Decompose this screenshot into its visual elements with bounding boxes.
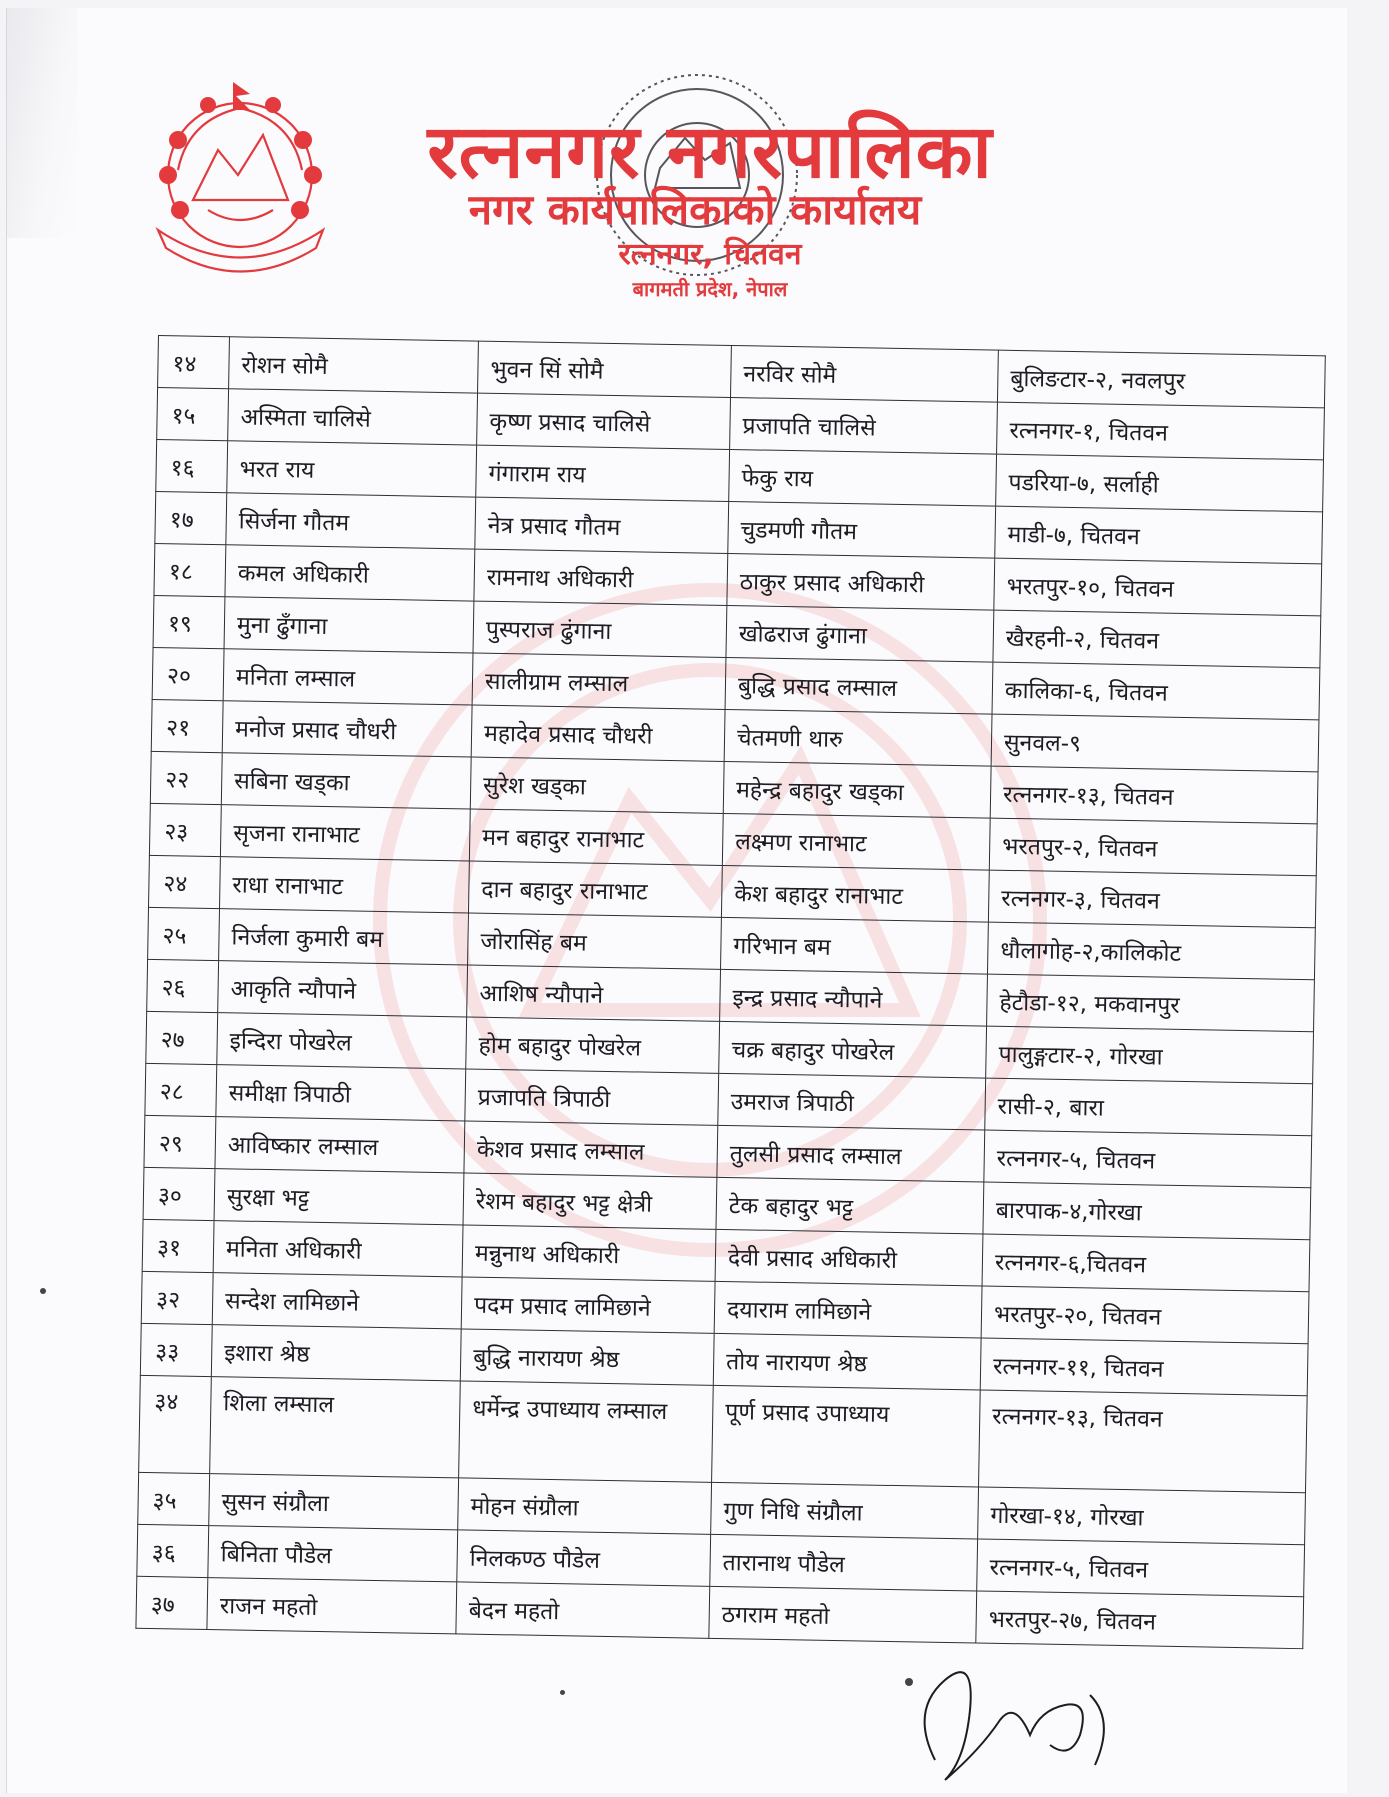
name-cell: सृजना रानाभाट bbox=[220, 805, 470, 861]
address-cell: कालिका-६, चितवन bbox=[992, 662, 1320, 720]
address-cell: भरतपुर-१०, चितवन bbox=[994, 558, 1322, 616]
father-name-cell: बुद्धि नारायण श्रेष्ठ bbox=[460, 1329, 714, 1385]
grandfather-name-cell: इन्द्र प्रसाद न्यौपाने bbox=[720, 969, 988, 1026]
name-cell: आकृति न्यौपाने bbox=[218, 961, 468, 1017]
serial-number-cell: ३६ bbox=[137, 1524, 209, 1577]
address-cell: हेटौडा-१२, मकवानपुर bbox=[987, 974, 1315, 1032]
grandfather-name-cell: बुद्धि प्रसाद लम्साल bbox=[725, 657, 993, 714]
name-cell: सिर्जना गौतम bbox=[226, 493, 476, 549]
name-cell: सन्देश लामिछाने bbox=[212, 1273, 462, 1329]
name-cell: निर्जला कुमारी बम bbox=[219, 909, 469, 965]
name-cell: अस्मिता चालिसे bbox=[228, 389, 478, 445]
father-name-cell: मन्नुनाथ अधिकारी bbox=[462, 1225, 716, 1281]
address-cell: खैरहनी-२, चितवन bbox=[993, 610, 1321, 668]
father-name-cell: नेत्र प्रसाद गौतम bbox=[475, 497, 729, 553]
name-cell: राधा रानाभाट bbox=[219, 857, 469, 913]
signature-mark bbox=[890, 1640, 1150, 1790]
father-name-cell: धर्मेन्द्र उपाध्याय लम्साल bbox=[459, 1381, 714, 1482]
province-country: बागमती प्रदेश, नेपाल bbox=[632, 277, 788, 301]
serial-number-cell: १५ bbox=[157, 388, 229, 441]
serial-number-cell: १९ bbox=[153, 595, 225, 648]
grandfather-name-cell: दयाराम लामिछाने bbox=[714, 1281, 982, 1338]
father-name-cell: दान बहादुर रानाभाट bbox=[468, 861, 722, 917]
father-name-cell: मोहन संग्रौला bbox=[458, 1478, 712, 1534]
grandfather-name-cell: देवी प्रसाद अधिकारी bbox=[715, 1229, 983, 1286]
serial-number-cell: १४ bbox=[158, 336, 230, 389]
father-name-cell: गंगाराम राय bbox=[476, 445, 730, 501]
father-name-cell: मन बहादुर रानाभाट bbox=[469, 809, 723, 865]
name-cell: मुना ढुँगाना bbox=[224, 597, 474, 653]
serial-number-cell: २१ bbox=[151, 699, 223, 752]
grandfather-name-cell: ठगराम महतो bbox=[709, 1586, 977, 1643]
serial-number-cell: २४ bbox=[149, 855, 221, 908]
office-name: नगर कार्यपालिकाको कार्यालय bbox=[468, 185, 922, 234]
address-cell: पालुङ्गटार-२, गोरखा bbox=[986, 1026, 1314, 1084]
serial-number-cell: ३१ bbox=[142, 1219, 214, 1272]
father-name-cell: केशव प्रसाद लम्साल bbox=[464, 1121, 718, 1177]
grandfather-name-cell: लक्ष्मण रानाभाट bbox=[722, 813, 990, 870]
father-name-cell: जोरासिंह बम bbox=[468, 913, 722, 969]
serial-number-cell: २६ bbox=[147, 959, 219, 1012]
father-name-cell: पुस्पराज ढुंगाना bbox=[473, 601, 727, 657]
name-cell: मनिता अधिकारी bbox=[213, 1221, 463, 1277]
grandfather-name-cell: केश बहादुर रानाभाट bbox=[721, 865, 989, 922]
address-cell: रत्ननगर-५, चितवन bbox=[984, 1130, 1312, 1188]
name-cell: सुरक्षा भट्ट bbox=[214, 1169, 464, 1225]
name-cell: इन्दिरा पोखरेल bbox=[217, 1013, 467, 1069]
father-name-cell: प्रजापति त्रिपाठी bbox=[465, 1069, 719, 1125]
name-cell: सुसन संग्रौला bbox=[209, 1474, 459, 1530]
address-cell: धौलागोह-२,कालिकोट bbox=[987, 922, 1315, 980]
grandfather-name-cell: गरिभान बम bbox=[721, 917, 989, 974]
name-cell: सबिना खड्का bbox=[221, 753, 471, 809]
paper-speck bbox=[560, 1690, 565, 1695]
grandfather-name-cell: महेन्द्र बहादुर खड्का bbox=[723, 761, 991, 818]
serial-number-cell: ३५ bbox=[138, 1472, 210, 1525]
serial-number-cell: २७ bbox=[146, 1011, 218, 1064]
office-location: रत्ननगर, चितवन bbox=[618, 237, 802, 272]
serial-number-cell: ३३ bbox=[140, 1323, 212, 1376]
serial-number-cell: २२ bbox=[150, 751, 222, 804]
father-name-cell: भुवन सिं सोमै bbox=[478, 341, 732, 397]
address-cell: रत्ननगर-६,चितवन bbox=[982, 1234, 1310, 1292]
address-cell: रत्ननगर-१३, चितवन bbox=[990, 766, 1318, 824]
address-cell: रत्ननगर-१३, चितवन bbox=[979, 1390, 1308, 1493]
grandfather-name-cell: चुडमणी गौतम bbox=[728, 501, 996, 558]
address-cell: भरतपुर-२०, चितवन bbox=[981, 1286, 1309, 1344]
grandfather-name-cell: टेक बहादुर भट्ट bbox=[716, 1177, 984, 1234]
grandfather-name-cell: नरविर सोमै bbox=[730, 346, 998, 403]
address-cell: माडी-७, चितवन bbox=[995, 506, 1323, 564]
serial-number-cell: ३० bbox=[143, 1167, 215, 1220]
name-cell: भरत राय bbox=[227, 441, 477, 497]
father-name-cell: बेदन महतो bbox=[456, 1582, 710, 1638]
grandfather-name-cell: चेतमणी थारु bbox=[724, 709, 992, 766]
serial-number-cell: १८ bbox=[154, 543, 226, 596]
grandfather-name-cell: तारानाथ पौडेल bbox=[710, 1534, 978, 1591]
grandfather-name-cell: गुण निधि संग्रौला bbox=[711, 1482, 979, 1539]
serial-number-cell: १७ bbox=[155, 491, 227, 544]
address-cell: भरतपुर-२७, चितवन bbox=[976, 1591, 1304, 1649]
registration-table bbox=[135, 335, 1325, 1649]
name-cell: राजन महतो bbox=[207, 1578, 457, 1634]
paper-speck bbox=[905, 1678, 913, 1686]
father-name-cell: होम बहादुर पोखरेल bbox=[466, 1017, 720, 1073]
grandfather-name-cell: ठाकुर प्रसाद अधिकारी bbox=[727, 553, 995, 610]
father-name-cell: कृष्ण प्रसाद चालिसे bbox=[477, 393, 731, 449]
father-name-cell: रामनाथ अधिकारी bbox=[474, 549, 728, 605]
address-cell: पडरिया-७, सर्लाही bbox=[996, 454, 1324, 512]
father-name-cell: निलकण्ठ पौडेल bbox=[457, 1530, 711, 1586]
grandfather-name-cell: उमराज त्रिपाठी bbox=[718, 1073, 986, 1130]
grandfather-name-cell: प्रजापति चालिसे bbox=[730, 398, 998, 455]
address-cell: भरतपुर-२, चितवन bbox=[989, 818, 1317, 876]
father-name-cell: रेशम बहादुर भट्ट क्षेत्री bbox=[463, 1173, 717, 1229]
address-cell: रासी-२, बारा bbox=[985, 1078, 1313, 1136]
father-name-cell: सुरेश खड्का bbox=[470, 757, 724, 813]
name-cell: समीक्षा त्रिपाठी bbox=[216, 1065, 466, 1121]
municipality-title: रत्ननगर नगरपालिका bbox=[427, 109, 993, 195]
serial-number-cell: २० bbox=[152, 647, 224, 700]
name-cell: बिनिता पौडेल bbox=[208, 1526, 458, 1582]
page-fold-shadow bbox=[7, 8, 77, 238]
serial-number-cell: ३४ bbox=[139, 1375, 212, 1473]
serial-number-cell: १६ bbox=[156, 439, 228, 492]
address-cell: गोरखा-१४, गोरखा bbox=[978, 1487, 1306, 1545]
name-cell: शिला लम्साल bbox=[210, 1377, 461, 1478]
grandfather-name-cell: तोय नारायण श्रेष्ठ bbox=[713, 1333, 981, 1390]
address-cell: बुलिङटार-२, नवलपुर bbox=[997, 350, 1325, 408]
grandfather-name-cell: पूर्ण प्रसाद उपाध्याय bbox=[712, 1385, 981, 1487]
serial-number-cell: ३७ bbox=[136, 1576, 208, 1629]
serial-number-cell: ३२ bbox=[141, 1271, 213, 1324]
serial-number-cell: २८ bbox=[145, 1063, 217, 1116]
address-cell: बारपाक-४,गोरखा bbox=[983, 1182, 1311, 1240]
father-name-cell: आशिष न्यौपाने bbox=[467, 965, 721, 1021]
father-name-cell: पदम प्रसाद लामिछाने bbox=[461, 1277, 715, 1333]
name-cell: मनिता लम्साल bbox=[223, 649, 473, 705]
grandfather-name-cell: फेकु राय bbox=[729, 449, 997, 506]
paper-speck bbox=[40, 1288, 46, 1294]
serial-number-cell: २५ bbox=[148, 907, 220, 960]
name-cell: कमल अधिकारी bbox=[225, 545, 475, 601]
serial-number-cell: २९ bbox=[144, 1115, 216, 1168]
grandfather-name-cell: खोढराज ढुंगाना bbox=[726, 605, 994, 662]
father-name-cell: सालीग्राम लम्साल bbox=[472, 653, 726, 709]
address-cell: सुनवल-९ bbox=[991, 714, 1319, 772]
address-cell: रत्ननगर-५, चितवन bbox=[977, 1539, 1305, 1597]
father-name-cell: महादेव प्रसाद चौधरी bbox=[471, 705, 725, 761]
name-cell: रोशन सोमै bbox=[229, 337, 479, 393]
serial-number-cell: २३ bbox=[149, 803, 221, 856]
address-cell: रत्ननगर-१, चितवन bbox=[997, 402, 1325, 460]
name-cell: आविष्कार लम्साल bbox=[215, 1117, 465, 1173]
address-cell: रत्ननगर-३, चितवन bbox=[988, 870, 1316, 928]
address-cell: रत्ननगर-११, चितवन bbox=[980, 1338, 1308, 1396]
name-cell: इशारा श्रेष्ठ bbox=[211, 1325, 461, 1381]
grandfather-name-cell: तुलसी प्रसाद लम्साल bbox=[717, 1125, 985, 1182]
name-cell: मनोज प्रसाद चौधरी bbox=[222, 701, 472, 757]
grandfather-name-cell: चक्र बहादुर पोखरेल bbox=[719, 1021, 987, 1078]
